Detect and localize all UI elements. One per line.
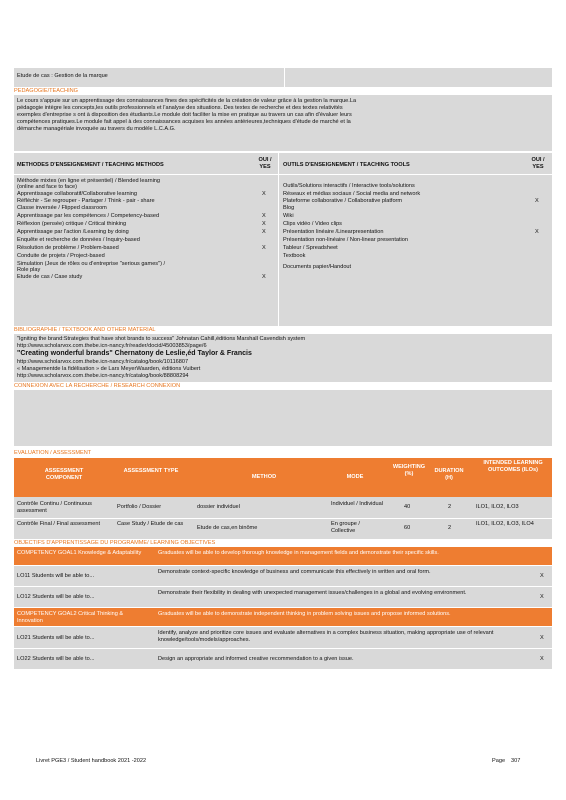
goal1-label: COMPETENCY GOAL1 Knowledge & Adaptability [17,550,142,556]
footer-left: Livret PGE3 / Student handbook 2021 -2022 [36,758,147,764]
method-check: X [262,274,266,280]
eval-component: Contrôle Continu / Continuous assessment [17,501,92,514]
eval-mode: Individuel / Individual [331,501,383,507]
bibliography-line: « Managementde la fidélisation » de Lars MeyerWaarden, éditions Vuibert [17,366,201,372]
pedagogy-line: compétences pratiques.Le module fait appel à des connaissances acquises les années antérieures,techniques d'étude de marché et la [17,119,351,125]
tool-item: Wiki [283,213,294,219]
tool-item: Outils/Solutions interactifs / Interactive tools/solutions [283,183,415,189]
lo-row-21 [14,627,552,648]
method-item: Méthode mixtes (en ligne et présentiel) / Blended learning [17,178,161,184]
tool-check: X [535,198,539,204]
eval-col-type: ASSESSMENT TYPE [123,468,179,474]
eval-mode: En groupe / Collective [331,521,360,534]
lo-row-11 [14,566,552,586]
lo-row-12 [14,587,552,607]
method-item: Classe inversée / Flipped classroom [17,205,107,211]
tool-item: Présentation non-linéaire / Non-linear presentation [283,237,409,243]
bibliography-body [14,334,552,382]
methods-table [14,153,552,326]
methods-header-right: OUTILS D'ENSEIGNEMENT / TEACHING TOOLS [283,162,410,168]
lo22-text: Design an appropriate and informed creative recommendation to a given issue. [158,656,354,662]
eval-col-weighting: WEIGHTING (%) [392,464,426,477]
pedagogy-line: exemples d'entreprise s ont à disposition des étudiants.Le module doit faciliter la mise en pratique au travers un cas afin d'évaluer leurs [17,112,352,118]
eval-ilos: ILO1, ILO2, ILO3, ILO4 [476,521,534,527]
evaluation-header-row [14,458,552,497]
methods-divider [278,153,279,326]
lo-row-22 [14,649,552,669]
lo11-check: X [540,573,544,579]
method-item: Conduite de projets / Project-based [17,253,105,259]
method-check: X [262,229,266,235]
tool-check: X [535,229,539,235]
eval-type: Portfolio / Dossier [117,504,162,510]
eval-duration: 2 [448,504,452,510]
method-item: Apprentissage par l'action /Learning by doing [17,229,129,235]
method-check: X [262,221,266,227]
eval-row-divider [14,518,552,519]
method-item: Réflexion (pensée) critique / Critical thinking [17,221,127,227]
course-title: Etude de cas : Gestion de la marque [17,73,108,79]
goal2-label: COMPETENCY GOAL2 Critical Thinking & Innovation [17,611,124,624]
lo21-text: Identify, analyze and prioritize core issues and evaluate alternatives in a complex business situation, making appropriate use of relevant knowledge/tools/models/approaches. [158,630,494,643]
eval-weight: 60 [404,525,411,531]
eval-col-component: ASSESSMENT COMPONENT [44,468,84,481]
lo21-check: X [540,635,544,641]
methods-header-left: METHODES D'ENSEIGNEMENT / TEACHING METHODS [17,162,164,168]
footer-page-number: 307 [511,758,521,764]
goal1-text: Graduates will be able to develop thorough knowledge in management fields and demonstrate their specific skills. [158,550,439,556]
lo21-label: LO21 Students will be able to... [17,635,95,641]
bibliography-heading: BIBLIOGRAPHIE / TEXTBOOK AND OTHER MATERIAL [14,327,156,333]
method-item: Apprentissage collaboratif/Collaborative learning [17,191,138,197]
method-item-cont: Role play [17,267,41,273]
eval-col-mode: MODE [346,474,364,480]
methods-header-line [14,174,552,175]
research-body [14,390,552,446]
method-check: X [262,213,266,219]
tool-item: Textbook [283,253,306,259]
bibliography-link[interactable]: http://www.scholarvox.com.thebe.icn-nancy.fr/reader/docid/45003853/page/6 [17,343,207,349]
pedagogy-heading: PEDAGOGIE/TEACHING [14,88,79,94]
eval-col-duration: DURATION (H) [434,468,464,481]
footer-page-label: Page [492,758,506,764]
method-item: Apprentissage par les compétences / Competency-based [17,213,160,219]
pedagogy-line: démarche managériale invoquée au travers du modèle L.C.A.G. [17,126,176,132]
method-item-cont: (online and face to face) [17,184,78,190]
methods-header-ouiyes-left: OUI / YES [258,157,272,170]
method-item: Réfléchir - Se regrouper - Partager / Think - pair - share [17,198,155,204]
lo12-label: LO12 Students will be able to... [17,594,95,600]
course-title-row [14,68,552,87]
method-item: Résolution de problème / Problem-based [17,245,119,251]
title-divider [284,68,285,87]
method-item: Etude de cas / Case study [17,274,83,280]
method-item: Simulation (Jeux de rôles ou d'entreprise "serious games") / [17,261,166,267]
lo11-label: LO11 Students will be able to... [17,573,95,579]
competency-goal-1 [14,547,552,565]
bibliography-link[interactable]: http://www.scholarvox.com.thebe.icn-nancy.fr/catalog/book/10116807 [17,359,189,365]
eval-duration: 2 [448,525,452,531]
objectives-heading: OBJECTIFS D'APPRENTISSAGE DU PROGRAMME/ LEARNING OBJECTIVES [14,540,216,546]
bibliography-line: "Igniting the brand:Strategies that have shot brands to success" Johnatan Cahill,éditions Marshall Cavendish system [17,336,306,342]
eval-component: Contrôle Final / Final assessment [17,521,101,527]
bibliography-line: "Creating wonderful brands" Chernatony de Leslie,éd Taylor & Francis [17,350,252,357]
goal2-text: Graduates will be able to demonstrate independent thinking in problem solving issues and propose informed solutions. [158,611,451,617]
tool-item: Clips vidéo / Video clips [283,221,342,227]
lo12-check: X [540,594,544,600]
evaluation-heading: EVALUATION / ASSESSMENT [14,450,92,456]
eval-col-ilos: INTENDED LEARNING OUTCOMES (ILOs) [483,460,543,473]
pedagogy-body [14,95,552,151]
pedagogy-line: Le cours s'appuie sur un apprentissage des connaissances fines des spécificités de la création de valeur grâce à la gestion la marque.La [17,98,357,104]
method-check: X [262,191,266,197]
eval-weight: 40 [404,504,411,510]
tool-item: Tableur / Spreadsheet [283,245,338,251]
eval-method: dossier individuel [197,504,240,510]
tool-item: Documents papier/Handout [283,264,352,270]
method-check: X [262,245,266,251]
lo22-label: LO22 Students will be able to... [17,656,95,662]
methods-header-ouiyes-right: OUI / YES [531,157,545,170]
lo22-check: X [540,656,544,662]
tool-item: Plateforme collaborative / Collaborative platform [283,198,403,204]
tool-item: Blog [283,205,295,211]
lo11-text: Demonstrate context-specific knowledge of business and communicate this effectively in written and oral form. [158,569,431,575]
pedagogy-line: pédagogie intègre les concepts,les outils professionnels et l'analyse des situations. Des textes de recherche et des textes relativités [17,105,343,111]
tool-item: Présentation linéaire /Linearpresentation [283,229,384,235]
eval-type: Case Study / Etude de cas [117,521,184,527]
method-item: Enquête et recherche de données / Inquiry-based [17,237,140,243]
evaluation-rows [14,497,552,539]
competency-goal-2 [14,608,552,626]
eval-col-method: METHOD [251,474,277,480]
bibliography-link[interactable]: http://www.scholarvox.com.thebe.icn-nancy.fr/catalog/book/88808294 [17,373,189,379]
research-heading: CONNEXION AVEC LA RECHERCHE / RESEARCH CONNEXION [14,383,181,389]
eval-method: Etude de cas,en binôme [197,525,258,531]
tool-item: Réseaux et médias sociaux / Social media and network [283,191,421,197]
eval-ilos: ILO1, ILO2, ILO3 [476,504,519,510]
lo12-text: Demonstrate their flexibility in dealing with unexpected management issues/challenges in a global and evolving environment. [158,590,467,596]
